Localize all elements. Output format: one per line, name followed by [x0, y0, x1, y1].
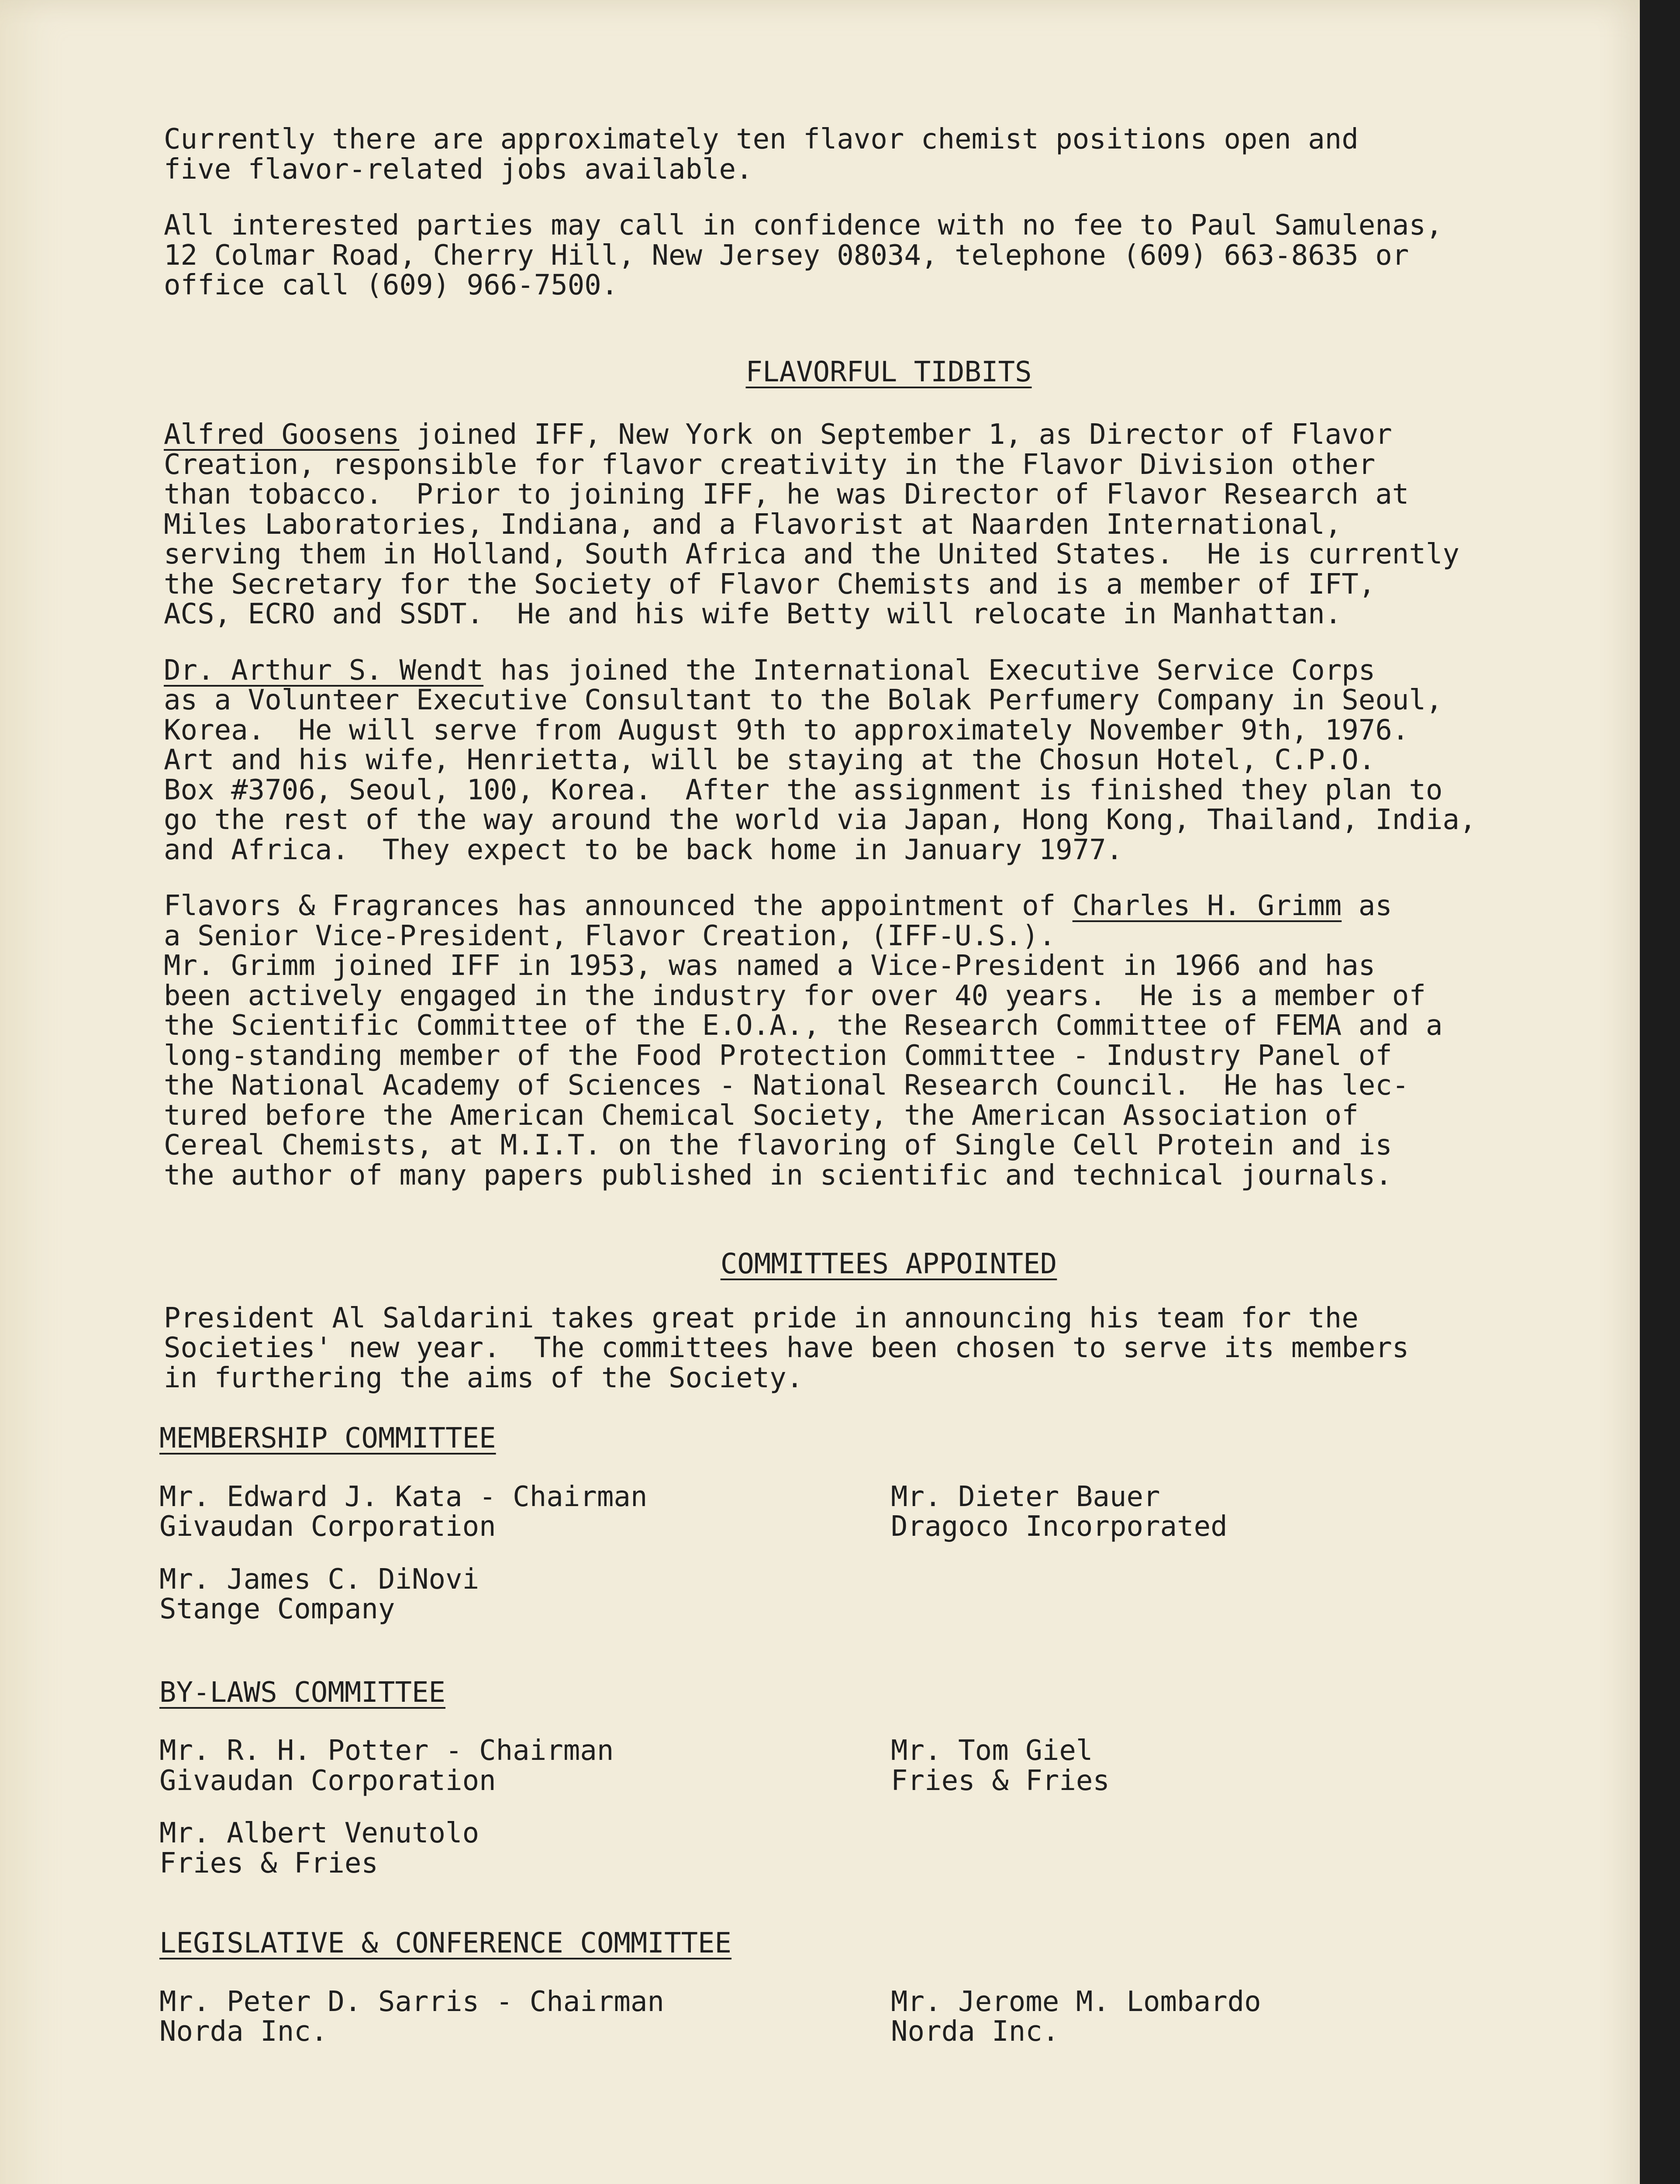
person-name-goosens: Alfred Goosens [164, 418, 400, 451]
member-org: Fries & Fries [891, 1764, 1110, 1797]
person-name-wendt: Dr. Arthur S. Wendt [164, 654, 484, 687]
member-name: Mr. Tom Giel [891, 1735, 1093, 1767]
contact-line-1: All interested parties may call in confidence with no fee to Paul Samulenas, [164, 209, 1443, 242]
member-org: Norda Inc. [891, 2015, 1059, 2048]
member-name: Mr. Jerome M. Lombardo [891, 1985, 1261, 2018]
member-org: Givaudan Corporation [159, 1764, 496, 1797]
member-org: Givaudan Corporation [159, 1510, 496, 1543]
member-name: Mr. James C. DiNovi [159, 1563, 480, 1596]
member-name: Mr. Peter D. Sarris - Chairman [159, 1985, 664, 2018]
committees-intro-3: in furthering the aims of the Society. [164, 1362, 804, 1394]
legislative-members [159, 1987, 1614, 2047]
legislative-committee-title: LEGISLATIVE & CONFERENCE COMMITTEE [159, 1927, 732, 1959]
contact-line-2: 12 Colmar Road, Cherry Hill, New Jersey 08034, telephone (609) 663-8635 or [164, 239, 1409, 272]
member-name: Mr. R. H. Potter - Chairman [159, 1735, 614, 1767]
intro-line-1: Currently there are approximately ten flavor chemist positions open and [164, 123, 1359, 156]
section-heading-tidbits: FLAVORFUL TIDBITS [745, 356, 1032, 388]
member-org: Stange Company [159, 1593, 395, 1625]
committees-intro-1: President Al Saldarini takes great pride in announcing his team for the [164, 1302, 1359, 1334]
member-name: Mr. Albert Venutolo [159, 1817, 480, 1849]
scan-edge [1640, 0, 1680, 2184]
paragraph-goosens: Alfred Goosens joined IFF, New York on September 1, as Director of Flavor Creation, responsible for flavor creativity in the Flavor Division other than tobacco. Prior to joining IFF, he was Director of Flavor Research at Miles Laboratories, Indiana, and a Flavorist at Naarden International, serving them in Holland, South Africa and the United States. He is currently the Secretary for the Society of Flavor Chemists and is a member of IFT, ACS, ECRO and SSDT. He and his wife Betty will relocate in Manhattan. [164, 418, 1459, 630]
person-name-grimm: Charles H. Grimm [1072, 890, 1342, 922]
contact-line-3: office call (609) 966-7500. [164, 269, 618, 301]
bylaws-members [159, 1736, 1614, 1796]
membership-members [159, 1482, 1614, 1542]
page-content [159, 123, 1614, 2048]
member-name: Mr. Edward J. Kata - Chairman [159, 1480, 648, 1513]
section-heading-committees: COMMITTEES APPOINTED [720, 1248, 1057, 1280]
member-org: Norda Inc. [159, 2015, 328, 2048]
paragraph-grimm: Flavors & Fragrances has announced the appointment of Charles H. Grimm as a Senior Vice-President, Flavor Creation, (IFF-U.S.). Mr. Grimm joined IFF in 1953, was named a Vice-President in 1966 and has been actively engaged in the industry for over 40 years. He is a member of the Scientific Committee of the E.O.A., the Research Committee of FEMA and a long-standing member of the Food Protection Committee - Industry Panel of the National Academy of Sciences - National Research Council. He has lec- tured before the American Chemical Society, the American Association of Cereal Chemists, at M.I.T. on the flavoring of Single Cell Protein and is the author of many papers published in scientific and technical journals. [164, 890, 1443, 1192]
intro-line-2: five flavor-related jobs available. [164, 153, 753, 186]
paragraph-wendt: Dr. Arthur S. Wendt has joined the International Executive Service Corps as a Volunteer Executive Consultant to the Bolak Perfumery Company in Seoul, Korea. He will serve from August 9th to approximately November 9th, 1976. Art and his wife, Henrietta, will be staying at the Chosun Hotel, C.P.O. Box #3706, Seoul, 100, Korea. After the assignment is finished they plan to go the rest of the way around the world via Japan, Hong Kong, Thailand, India, and Africa. They expect to be back home in January 1977. [164, 654, 1476, 866]
membership-committee-title: MEMBERSHIP COMMITTEE [159, 1422, 496, 1455]
member-name: Mr. Dieter Bauer [891, 1480, 1160, 1513]
member-org: Fries & Fries [159, 1847, 378, 1880]
committees-intro-2: Societies' new year. The committees have been chosen to serve its members [164, 1332, 1409, 1364]
bylaws-committee-title: BY-LAWS COMMITTEE [159, 1676, 446, 1709]
member-org: Dragoco Incorporated [891, 1510, 1228, 1543]
